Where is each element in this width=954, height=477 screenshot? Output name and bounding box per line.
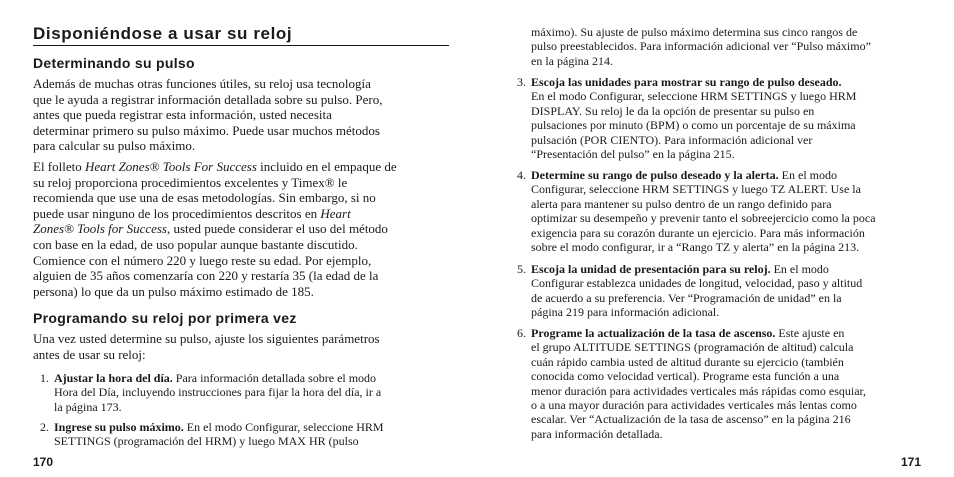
text-line: la página 173. [54,399,122,414]
item-lead: Escoja la unidad de presentación para su reloj. [531,262,771,276]
text-line: pulso preestablecidos. Para información adicional ver “Pulso máximo” [531,39,871,54]
text-line: con base en la edad, de uso popular aunque bastante discutido. [33,236,358,252]
list-item-body [531,168,931,254]
paragraph-intro [33,76,453,154]
text-line: Una vez usted determine su pulso, ajuste los siguientes parámetros [33,331,380,346]
text-line: alerta para mantener su pulso dentro de un rango definido para [531,196,832,211]
text-run: En el modo [778,168,837,182]
list-item-body [531,75,931,161]
text-line [33,206,453,222]
text-line: escalar. Ver “Actualización de la tasa de ascenso” en la página 216 [531,412,851,427]
text-line: DISPLAY. Su reloj le da la opción de presentar su pulso en [531,103,815,118]
right-page [477,0,954,477]
item-lead: Determine su rango de pulso deseado y la alerta. [531,168,779,182]
paragraph-heart-zones [33,159,453,299]
text-run: En el modo Configurar, seleccione HRM [183,420,384,434]
text-line: antes que pueda registrar esta información, usted necesita [33,107,332,123]
text-line [531,326,931,340]
page-number-right: 171 [901,455,922,469]
list-item-body [54,371,454,414]
list-number: 5. [517,262,526,276]
list-item-body [531,326,931,441]
text-line: exigencia para su corazón durante un ejercicio. Para más información [531,225,865,240]
text-line: para calcular su pulso máximo. [33,138,196,154]
text-line: su reloj proporciona procedimientos excelentes y Timex® le [33,174,348,190]
text-line: Configurar establezca unidades de longitud, velocidad, paso y altitud [531,276,863,291]
text-line: En el modo Configurar, seleccione HRM SETTINGS y luego HRM [531,89,857,104]
list-number: 2. [40,420,49,434]
text-line: pulsación (POR CIENTO). Para información adicional ver [531,132,813,147]
list-number: 1. [40,371,49,385]
text-line [531,75,931,89]
book-title: Zones® Tools for Success [33,221,167,237]
text-line: alguien de 35 años comenzaría con 220 y restaría 35 (la edad de la [33,268,379,284]
text-line: el grupo ALTITUDE SETTINGS (programación de altitud) calcula [531,340,854,355]
section-heading-determinando: Determinando su pulso [33,55,195,71]
text-line [531,168,931,182]
text-line: o a una mayor duración para actividades verticales más lentas como [531,398,857,413]
text-line: conocida como velocidad vertical). Programe esta función a una [531,369,840,384]
text-line: menor duración para actividades verticales más rápidas como esquiar, [531,383,867,398]
list-number: 3. [517,75,526,89]
text-run: puede usar ninguno de los procedimientos descritos en [33,205,321,221]
list-number: 6. [517,326,526,340]
page-number-left: 170 [33,455,54,469]
text-line: determinar primero su pulso máximo. Puede usar muchos métodos [33,122,380,138]
text-line [531,262,931,276]
book-title: Heart Zones® Tools For Success [85,159,257,174]
text-line [54,371,454,385]
text-line [33,159,453,175]
text-line: de acuerdo a su preferencia. Ver “Programación de unidad” en la [531,290,842,305]
text-run: En el modo [770,262,829,276]
text-line: persona) lo que da un pulso máximo estimado de 185. [33,283,314,299]
text-line: máximo). Su ajuste de pulso máximo determina sus cinco rangos de [531,25,858,39]
text-line: Configurar, seleccione HRM SETTINGS y luego TZ ALERT. Use la [531,182,861,197]
text-line: sobre el modo configurar, ir a “Rango TZ y alerta” en la página 213. [531,240,860,255]
text-line: optimizar su desempeño y prevenir tanto el sobreejercicio como la poca [531,211,876,226]
text-line: pulsaciones por minuto (BPM) o como un porcentaje de su máxima [531,118,856,133]
text-line: página 219 para información adicional. [531,305,720,320]
text-line: Hora del Día, incluyendo instrucciones para fijar la hora del día, ir a [54,385,382,400]
text-line: recomienda que use una de esas metodologías. Sin embargo, si no [33,190,376,206]
text-line: cuán rápido cambia usted de altitud durante su ejercicio (también [531,354,844,369]
text-run: Para información detallada sobre el modo [172,371,377,385]
text-line [54,420,454,434]
text-line: SETTINGS (programación del HRM) y luego MAX HR (pulso [54,434,359,449]
section-heading-programando: Programando su reloj por primera vez [33,310,297,326]
text-line: “Presentación del pulso” en la página 215. [531,147,735,162]
text-line: Además de muchas otras funciones útiles, su reloj usa tecnología [33,76,371,91]
text-run: El folleto [33,159,85,174]
list-item-body [54,420,454,449]
item-lead: Escoja las unidades para mostrar su rango de pulso deseado. [531,75,842,89]
text-line: que le ayuda a registrar información detallada sobre su pulso. Pero, [33,91,383,107]
item-lead: Ajustar la hora del día. [54,371,173,385]
list-item-2-continued [531,25,871,68]
text-run: incluido en el empaque de [256,159,397,174]
book-title: Heart [320,205,351,221]
text-line [33,221,453,237]
paragraph-parametros [33,331,453,362]
text-line: antes de usar su reloj: [33,346,146,362]
text-run: , usted puede considerar el uso del método [167,221,388,237]
text-line: en la página 214. [531,53,613,68]
list-item-body [531,262,931,320]
item-lead: Ingrese su pulso máximo. [54,420,184,434]
text-line: Comience con el número 220 y luego reste su edad. Por ejemplo, [33,252,372,268]
page-title: Disponiéndose a usar su reloj [33,24,449,46]
item-lead: Programe la actualización de la tasa de ascenso. [531,326,776,340]
list-number: 4. [517,168,526,182]
text-line: para información detallada. [531,426,663,441]
text-run: Este ajuste en [775,326,845,340]
